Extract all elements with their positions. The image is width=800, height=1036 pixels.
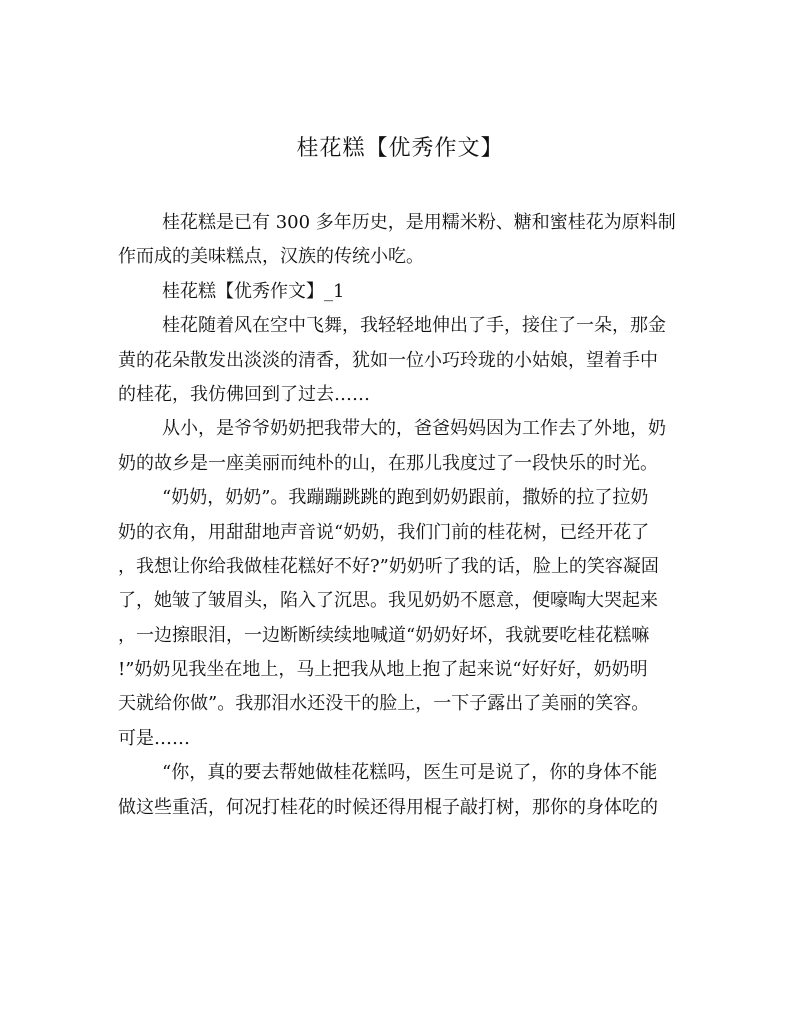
paragraph <box>118 756 696 825</box>
text-line: 了，她皱了皱眉头，陷入了沉思。我见奶奶不愿意，便嚎啕大哭起来 <box>118 590 658 612</box>
section-subtitle: 桂花糕【优秀作文】_1 <box>162 280 345 302</box>
text-line: 桂花随着风在空中飞舞，我轻轻地伸出了手，接住了一朵，那金 <box>162 315 666 337</box>
text-line: 黄的花朵散发出淡淡的清香，犹如一位小巧玲珑的小姑娘，望着手中 <box>118 349 658 371</box>
paragraph <box>118 206 696 275</box>
text-line: 做这些重活，何况打桂花的时候还得用棍子敲打树，那你的身体吃的 <box>118 796 658 818</box>
text-line: 作而成的美味糕点，汉族的传统小吃。 <box>118 246 424 268</box>
text-line: 的桂花，我仿佛回到了过去…… <box>118 383 370 405</box>
text-line: 桂花糕是已有 300 多年历史，是用糯米粉、糖和蜜桂花为原料制 <box>162 212 676 233</box>
document-title: 桂花糕【优秀作文】 <box>296 136 504 161</box>
text-line: “你，真的要去帮她做桂花糕吗，医生可是说了，你的身体不能 <box>162 762 658 784</box>
paragraph <box>118 309 696 412</box>
document-body <box>118 206 696 825</box>
text-line: 从小，是爷爷奶奶把我带大的，爸爸妈妈因为工作去了外地，奶 <box>162 418 666 440</box>
text-line: 奶的衣角，用甜甜地声音说“奶奶，我们门前的桂花树，已经开花了 <box>118 521 650 543</box>
text-line: !”奶奶见我坐在地上，马上把我从地上抱了起来说“好好好，奶奶明 <box>118 659 648 681</box>
text-line: “奶奶，奶奶”。我蹦蹦跳跳的跑到奶奶跟前，撒娇的拉了拉奶 <box>162 487 649 509</box>
text-line: ，我想让你给我做桂花糕好不好?”奶奶听了我的话，脸上的笑容凝固 <box>118 555 659 577</box>
paragraph <box>118 481 696 756</box>
paragraph <box>118 275 696 309</box>
text-line: 可是…… <box>118 727 190 749</box>
paragraph <box>118 412 696 481</box>
text-line: ，一边擦眼泪，一边断断续续地喊道“奶奶好坏，我就要吃桂花糕嘛 <box>118 624 650 646</box>
text-line: 天就给你做”。我那泪水还没干的脸上，一下子露出了美丽的笑容。 <box>118 693 650 715</box>
text-line: 奶的故乡是一座美丽而纯朴的山，在那儿我度过了一段快乐的时光。 <box>118 452 658 474</box>
